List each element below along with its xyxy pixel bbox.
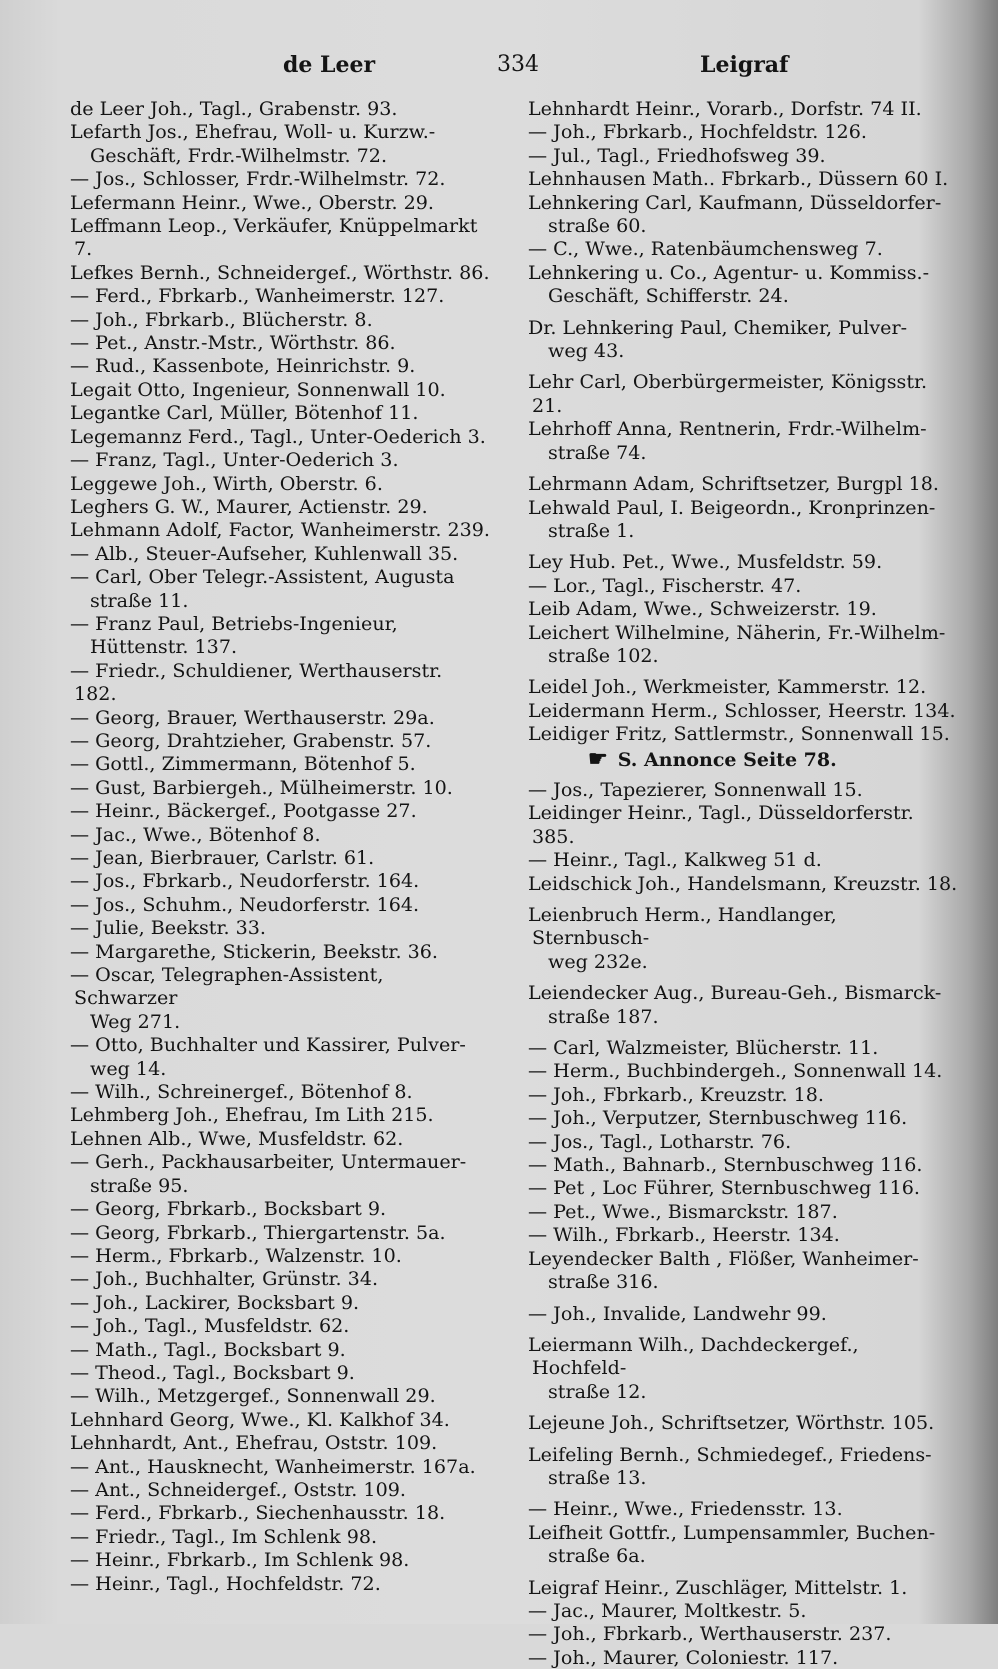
entry-line: — Joh., Fbrkarb., Blücherstr. 8. [70,307,373,331]
entry-line: Lehnhardt Heinr., Vorarb., Dorfstr. 74 II. [528,97,922,120]
directory-entry [70,261,490,284]
entry-continuation: weg 232e. [548,949,648,973]
directory-entry [70,916,490,939]
entry-line: Leghers G. W., Maurer, Actienstr. 29. [70,494,428,518]
directory-entry [528,1247,958,1294]
entry-continuation: Geschäft, Frdr.-Wilhelmstr. 72. [90,143,388,167]
directory-entry [528,1411,958,1434]
directory-entry [70,776,490,799]
entry-line: Leidel Joh., Werkmeister, Kammerstr. 12. [528,675,927,699]
entry-line: — Pet., Anstr.-Mstr., Wörthstr. 86. [70,331,396,355]
entry-line: Leyendecker Balth , Flößer, Wanheimer- [528,1246,919,1270]
entry-continuation: weg 43. [548,339,625,363]
entry-line: — Jul., Tagl., Friedhofsweg 39. [528,143,826,167]
directory-entry [70,1267,490,1290]
directory-entry [528,417,958,464]
entry-continuation: straße 12. [548,1379,647,1403]
directory-entry [528,903,958,973]
entry-line: — Friedr., Tagl., Im Schlenk 98. [70,1524,378,1548]
entry-continuation: straße 60. [548,214,647,238]
entry-line: — Wilh., Schreinergef., Bötenhof 8. [70,1080,413,1104]
directory-entry [528,621,958,668]
right-column-top [528,97,958,746]
directory-entry [70,167,490,190]
directory-entry [528,370,958,417]
entry-line: — Math., Bahnarb., Sternbuschweg 116. [528,1153,923,1177]
entry-line: Leiendecker Aug., Bureau-Geh., Bismarck- [528,981,942,1005]
entry-line: — Jos., Schuhm., Neudorferstr. 164. [70,892,420,916]
directory-entry [528,848,958,871]
entry-line: Lehrhoff Anna, Rentnerin, Frdr.-Wilhelm- [528,417,927,441]
entry-line: — Ferd., Fbrkarb., Wanheimerstr. 127. [70,284,445,308]
directory-entry [528,1622,958,1645]
entry-line: — Jac., Wwe., Bötenhof 8. [70,822,321,846]
entry-line: Leffmann Leop., Verkäufer, Knüppelmarkt 7. [70,214,478,261]
entry-line: — Joh., Fbrkarb., Werthauserstr. 237. [528,1622,892,1646]
directory-entry [70,1478,490,1501]
directory-entry [528,261,958,308]
directory-entry [70,1197,490,1220]
entry-line: — Jos., Tagl., Lotharstr. 76. [528,1129,792,1153]
directory-entry [528,1333,958,1403]
entry-line: Lefermann Heinr., Wwe., Oberstr. 29. [70,190,435,214]
entry-line: — Math., Tagl., Bocksbart 9. [70,1337,346,1361]
directory-entry [528,574,958,597]
directory-entry [70,214,490,261]
page-number: 334 [497,52,539,77]
directory-entry [528,1302,958,1325]
entry-continuation: Weg 271. [90,1009,181,1033]
entry-line: — Jos., Tapezierer, Sonnenwall 15. [528,777,863,801]
directory-entry [70,1314,490,1337]
entry-line: Leifheit Gottfr., Lumpensammler, Buchen- [528,1520,936,1544]
directory-entry [528,191,958,238]
entry-line: — Oscar, Telegraphen-Assistent, Schwarzer [70,963,384,1010]
entry-line: — Jos., Fbrkarb., Neudorferstr. 164. [70,869,420,893]
entry-continuation: weg 14. [90,1056,167,1080]
entry-line: — Jean, Bierbrauer, Carlstr. 61. [70,846,375,869]
directory-entry [70,191,490,214]
entry-continuation: straße 187. [548,1004,659,1028]
directory-entry [70,706,490,729]
directory-entry [70,1103,490,1126]
right-column [528,97,958,1669]
directory-entry [70,1455,490,1478]
entry-line: — Gust, Barbiergeh., Mülheimerstr. 10. [70,775,453,799]
entry-line: Lehnkering u. Co., Agentur- u. Kommiss.- [528,260,930,284]
entry-line: Leienbruch Herm., Handlanger, Sternbusch- [528,903,837,950]
entry-continuation: straße 13. [548,1465,647,1489]
entry-line: — Theod., Tagl., Bocksbart 9. [70,1360,355,1384]
directory-entry [70,425,490,448]
directory-entry [70,940,490,963]
directory-entry [528,1497,958,1520]
entry-line: — Ant., Hausknecht, Wanheimerstr. 167a. [70,1454,476,1478]
entry-line: — Joh., Invalide, Landwehr 99. [528,1301,827,1325]
header-last-entry: Leigraf [700,52,789,78]
directory-entry [70,1338,490,1361]
directory-entry [70,378,490,401]
directory-entry [528,1576,958,1599]
annonce-text: S. Annonce Seite 78. [617,748,837,771]
entry-line: — Ant., Schneidergef., Oststr. 109. [70,1477,406,1501]
entry-line: — Friedr., Schuldiener, Werthauserstr. 182. [70,658,443,706]
directory-entry [70,1291,490,1314]
directory-entry [528,872,958,895]
entry-line: Lehnkering Carl, Kaufmann, Düsseldorfer- [528,190,942,214]
entry-line: — Heinr., Tagl., Kalkweg 51 d. [528,848,822,872]
directory-entry [70,1127,490,1150]
entry-line: Lejeune Joh., Schriftsetzer, Wörthstr. 105. [528,1411,935,1435]
entry-line: Lehrmann Adam, Schriftsetzer, Burgpl 18. [528,472,939,496]
entry-continuation: straße 11. [90,588,189,612]
directory-entry [70,846,490,869]
entry-continuation: Hüttenstr. 137. [90,635,238,659]
directory-entry [70,565,490,612]
entry-line: — Joh., Tagl., Musfeldstr. 62. [70,1314,350,1338]
directory-entry [70,518,490,541]
entry-line: Lefkes Bernh., Schneidergef., Wörthstr. 86. [70,260,490,284]
directory-entry [70,963,490,1033]
directory-entry [70,1221,490,1244]
entry-line: Lehnhausen Math.. Fbrkarb., Düssern 60 I. [528,167,949,191]
entry-line: — Ferd., Fbrkarb., Siechenhausstr. 18. [70,1501,446,1525]
directory-entry [528,97,958,120]
directory-entry [528,120,958,143]
entry-line: — Heinr., Wwe., Friedensstr. 13. [528,1497,843,1521]
header-first-entry: de Leer [283,52,376,78]
directory-entry [70,120,490,167]
entry-line: Lehnhardt, Ant., Ehefrau, Oststr. 109. [70,1431,438,1455]
entry-line: Leidschick Joh., Handelsmann, Kreuzstr. 18. [528,871,958,895]
directory-entry [528,722,958,745]
directory-entry [70,1431,490,1454]
directory-entry [70,448,490,471]
directory-entry [70,1080,490,1103]
entry-line: Leigraf Heinr., Zuschläger, Mittelstr. 1. [528,1575,908,1599]
directory-entry [70,1361,490,1384]
directory-entry [70,612,490,659]
entry-continuation: straße 6a. [548,1544,646,1568]
entry-continuation: straße 316. [548,1270,659,1294]
directory-entry [528,316,958,363]
directory-entry [528,237,958,260]
entry-line: — Joh., Maurer, Coloniestr. 117. [528,1645,839,1669]
directory-entry [70,308,490,331]
directory-entry [70,1033,490,1080]
directory-entry [70,1150,490,1197]
directory-entry [70,1572,490,1595]
entry-continuation: straße 74. [548,440,647,464]
directory-entry [70,799,490,822]
directory-entry [528,1059,958,1082]
entry-line: de Leer Joh., Tagl., Grabenstr. 93. [70,97,398,120]
directory-entry [528,675,958,698]
directory-entry [70,1384,490,1407]
entry-line: — Gerh., Packhausarbeiter, Untermauer- [70,1150,467,1174]
entry-line: — Jos., Schlosser, Frdr.-Wilhelmstr. 72. [70,167,446,191]
directory-entry [70,97,490,120]
entry-line: — Georg, Brauer, Werthauserstr. 29a. [70,705,435,729]
left-column [70,97,490,1595]
directory-entry [528,1083,958,1106]
entry-line: Dr. Lehnkering Paul, Chemiker, Pulver- [528,315,908,339]
page-header [0,52,998,84]
entry-line: Lehmann Adolf, Factor, Wanheimerstr. 239. [70,518,490,542]
entry-line: — Heinr., Bäckergef., Pootgasse 27. [70,799,417,823]
entry-line: — Joh., Buchhalter, Grünstr. 34. [70,1267,379,1291]
entry-line: — Franz Paul, Betriebs-Ingenieur, [70,611,398,635]
entry-line: Legantke Carl, Müller, Bötenhof 11. [70,401,419,425]
entry-line: — Wilh., Fbrkarb., Heerstr. 134. [528,1223,840,1247]
directory-entry [528,1521,958,1568]
entry-line: Leifeling Bernh., Schmiedegef., Friedens- [528,1442,932,1466]
directory-entry [70,495,490,518]
directory-entry [70,729,490,752]
entry-line: — Lor., Tagl., Fischerstr. 47. [528,573,802,597]
directory-entry [70,401,490,424]
entry-line: — Margarethe, Stickerin, Beekstr. 36. [70,939,438,963]
directory-entry [528,496,958,543]
directory-entry [528,1153,958,1176]
directory-entry [528,1646,958,1669]
entry-line: — Herm., Buchbindergeh., Sonnenwall 14. [528,1059,943,1083]
right-column-bottom [528,778,958,1669]
entry-line: — Carl, Ober Telegr.-Assistent, Augusta [70,565,455,589]
entry-line: — Georg, Fbrkarb., Thiergartenstr. 5a. [70,1220,446,1244]
entry-line: — Joh., Verputzer, Sternbuschweg 116. [528,1106,908,1130]
entry-line: Leidiger Fritz, Sattlermstr., Sonnenwall 15. [528,722,950,746]
entry-line: Legait Otto, Ingenieur, Sonnenwall 10. [70,377,446,401]
entry-continuation: straße 95. [90,1173,189,1197]
directory-entry [70,1548,490,1571]
directory-entry [528,1130,958,1153]
directory-entry [70,284,490,307]
directory-entry [70,823,490,846]
directory-entry [70,354,490,377]
directory-entry [528,801,958,848]
directory-entry [528,550,958,573]
directory-entry [70,472,490,495]
directory-entry [70,1244,490,1267]
entry-line: Lehnen Alb., Wwe, Musfeldstr. 62. [70,1126,404,1150]
directory-entry [528,699,958,722]
entry-line: — Pet., Wwe., Bismarckstr. 187. [528,1199,838,1223]
entry-line: — Herm., Fbrkarb., Walzenstr. 10. [70,1243,402,1267]
entry-line: — Pet , Loc Führer, Sternbuschweg 116. [528,1176,920,1200]
entry-line: Leib Adam, Wwe., Schweizerstr. 19. [528,597,877,621]
entry-line: — C., Wwe., Ratenbäumchensweg 7. [528,237,883,261]
entry-line: Ley Hub. Pet., Wwe., Musfeldstr. 59. [528,550,883,574]
directory-entry [528,981,958,1028]
directory-entry [70,1525,490,1548]
entry-line: Lehwald Paul, I. Beigeordn., Kronprinzen- [528,495,936,519]
directory-entry [528,1223,958,1246]
directory-entry [528,144,958,167]
entry-line: — Franz, Tagl., Unter-Oederich 3. [70,448,399,472]
entry-line: — Julie, Beekstr. 33. [70,916,266,940]
entry-line: — Georg, Fbrkarb., Bocksbart 9. [70,1197,387,1221]
entry-line: Leggewe Joh., Wirth, Oberstr. 6. [70,471,383,495]
directory-entry [528,1443,958,1490]
entry-continuation: straße 1. [548,518,635,542]
entry-line: — Joh., Fbrkarb., Hochfeldstr. 126. [528,120,867,144]
directory-entry [70,869,490,892]
entry-line: Leidinger Heinr., Tagl., Düsseldorferstr. 385. [528,801,914,848]
directory-entry [528,167,958,190]
entry-line: — Wilh., Metzgergef., Sonnenwall 29. [70,1384,436,1408]
directory-entry [528,1599,958,1622]
entry-line: — Alb., Steuer-Aufseher, Kuhlenwall 35. [70,541,459,565]
entry-continuation: Geschäft, Schifferstr. 24. [548,284,789,308]
directory-entry [70,331,490,354]
entry-line: Leidermann Herm., Schlosser, Heerstr. 134. [528,698,956,722]
directory-entry [528,778,958,801]
directory-entry [70,1501,490,1524]
entry-line: Leiermann Wilh., Dachdeckergef., Hochfeld- [528,1332,859,1380]
entry-line: — Georg, Drahtzieher, Grabenstr. 57. [70,728,432,752]
entry-line: Lehr Carl, Oberbürgermeister, Königsstr. 21. [528,370,928,417]
annonce-notice [528,745,958,772]
directory-entry [528,472,958,495]
directory-entry [70,542,490,565]
entry-line: — Rud., Kassenbote, Heinrichstr. 9. [70,354,416,378]
entry-line: Lehmberg Joh., Ehefrau, Im Lith 215. [70,1103,434,1127]
directory-entry [70,659,490,706]
pointing-hand-icon: ☛ [588,745,608,772]
entry-line: — Joh., Lackirer, Bocksbart 9. [70,1290,360,1314]
entry-line: — Gottl., Zimmermann, Bötenhof 5. [70,752,416,776]
entry-line: Legemannz Ferd., Tagl., Unter-Oederich 3. [70,424,486,448]
entry-line: Lehnhard Georg, Wwe., Kl. Kalkhof 34. [70,1407,450,1431]
directory-entry [528,1176,958,1199]
entry-line: Lefarth Jos., Ehefrau, Woll- u. Kurzw.- [70,120,436,144]
directory-entry [70,1408,490,1431]
directory-entry [528,1036,958,1059]
entry-line: Leichert Wilhelmine, Näherin, Fr.-Wilhelm- [528,620,946,644]
entry-line: — Joh., Fbrkarb., Kreuzstr. 18. [528,1082,824,1106]
entry-line: — Heinr., Fbrkarb., Im Schlenk 98. [70,1548,410,1572]
entry-line: — Otto, Buchhalter und Kassirer, Pulver- [70,1033,466,1057]
entry-line: — Carl, Walzmeister, Blücherstr. 11. [528,1036,879,1060]
entry-continuation: straße 102. [548,643,659,667]
directory-entry [528,597,958,620]
directory-entry [528,1200,958,1223]
entry-line: — Heinr., Tagl., Hochfeldstr. 72. [70,1571,381,1595]
directory-entry [70,752,490,775]
entry-line: — Jac., Maurer, Moltkestr. 5. [528,1598,807,1622]
directory-entry [528,1106,958,1129]
directory-entry [70,893,490,916]
